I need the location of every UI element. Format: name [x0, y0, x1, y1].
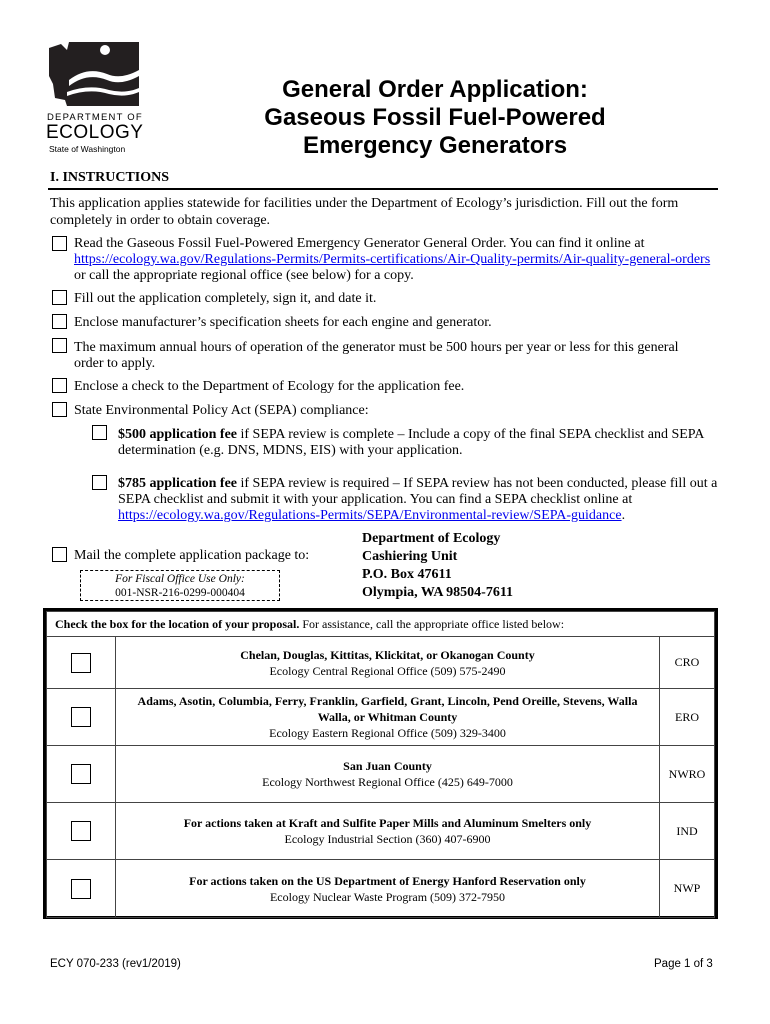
table-row: San Juan County Ecology Northwest Regional Office (425) 649-7000 NWRO	[47, 746, 715, 803]
fiscal-office-box	[80, 570, 280, 601]
checkbox-location-ero[interactable]	[71, 707, 91, 727]
office-code: ERO	[660, 689, 715, 746]
location-table	[43, 608, 718, 919]
title-line-2: Gaseous Fossil Fuel-Powered	[264, 104, 606, 131]
page-number: Page 1 of 3	[654, 958, 713, 970]
instructions-heading: I. INSTRUCTIONS	[50, 170, 170, 185]
office-code: NWP	[660, 860, 715, 918]
office-code: IND	[660, 803, 715, 860]
sepa-guidance-link[interactable]: https://ecology.wa.gov/Regulations-Permits/SEPA/Environmental-review/SEPA-guidance	[118, 508, 622, 523]
mailing-address	[362, 530, 513, 602]
checkbox-max-hours[interactable]	[52, 338, 67, 353]
checkbox-spec-sheets[interactable]	[52, 314, 67, 329]
table-row: Adams, Asotin, Columbia, Ferry, Franklin, Garfield, Grant, Lincoln, Pend Oreille, Stevens, Walla Walla, or Whitman County Ecology Eastern Regional Office (509) 329-3400 ERO	[47, 689, 715, 746]
address-line-3: P.O. Box 47611	[362, 567, 452, 582]
location-table-header: Check the box for the location of your proposal. For assistance, call the appropriate office listed below:	[47, 612, 715, 637]
fiscal-label: For Fiscal Office Use Only:	[115, 573, 245, 585]
checkbox-location-nwro[interactable]	[71, 764, 91, 784]
table-row: For actions taken at Kraft and Sulfite Paper Mills and Aluminum Smelters only Ecology Industrial Section (360) 407-6900 IND	[47, 803, 715, 860]
address-line-2: Cashiering Unit	[362, 549, 458, 564]
checkbox-sepa[interactable]	[52, 402, 67, 417]
office-code: CRO	[660, 637, 715, 689]
checkbox-read-order[interactable]	[52, 236, 67, 251]
item-mail-package: Mail the complete application package to:	[74, 548, 310, 563]
general-orders-link[interactable]: https://ecology.wa.gov/Regulations-Permits/Permits-certifications/Air-Quality-permits/Air-quality-general-orders	[74, 252, 711, 267]
item-fill-out: Fill out the application completely, sign it, and date it.	[74, 291, 377, 306]
logo-ecology-text: ECOLOGY	[46, 122, 144, 143]
item-check-fee: Enclose a check to the Department of Ecology for the application fee.	[74, 379, 465, 394]
table-row: Chelan, Douglas, Kittitas, Klickitat, or Okanogan County Ecology Central Regional Office (509) 575-2490 CRO	[47, 637, 715, 689]
checkbox-fee-500[interactable]	[92, 425, 107, 440]
item-read-order: Read the Gaseous Fossil Fuel-Powered Emergency Generator General Order. You can find it online at https://ecology.wa.gov/Regulations-Permits/Permits-certifications/Air-Quality-permits/Air-quality-general-orders or call the appropriate regional office (see below) for a copy.	[74, 236, 711, 283]
item-fee-785: $785 application fee if SEPA review is required – If SEPA review has not been conducted, please fill out a SEPA checklist and submit it with your application. You can find a SEPA checklist online at https://ecology.wa.gov/Regulations-Permits/SEPA/Environmental-review/SEPA-guidance.	[118, 476, 718, 523]
page-title	[220, 76, 650, 160]
checkbox-location-cro[interactable]	[71, 653, 91, 673]
checkbox-check-fee[interactable]	[52, 378, 67, 393]
heading-divider	[48, 188, 718, 190]
title-line-3: Emergency Generators	[302, 132, 568, 159]
item-fee-500: $500 application fee if SEPA review is complete – Include a copy of the final SEPA checklist and SEPA determination (e.g. DNS, MDNS, EIS) with your application.	[118, 427, 704, 458]
washington-state-map-icon	[47, 40, 141, 108]
item-max-hours: The maximum annual hours of operation of the generator must be 500 hours per year or less for this general order to apply.	[74, 340, 679, 371]
checkbox-location-nwp[interactable]	[71, 879, 91, 899]
item-spec-sheets: Enclose manufacturer’s specification sheets for each engine and generator.	[74, 315, 492, 330]
ecology-logo	[43, 40, 143, 158]
table-row: For actions taken on the US Department of Energy Hanford Reservation only Ecology Nuclear Waste Program (509) 372-7950 NWP	[47, 860, 715, 918]
instructions-intro: This application applies statewide for facilities under the Department of Ecology’s jurisdiction. Fill out the form completely in order to obtain coverage.	[50, 196, 679, 228]
office-code: NWRO	[660, 746, 715, 803]
address-line-1: Department of Ecology	[362, 531, 501, 546]
checkbox-fill-out[interactable]	[52, 290, 67, 305]
item-sepa: State Environmental Policy Act (SEPA) compliance:	[74, 403, 369, 418]
checkbox-fee-785[interactable]	[92, 475, 107, 490]
logo-state-text: State of Washington	[49, 144, 126, 154]
checkbox-location-ind[interactable]	[71, 821, 91, 841]
checkbox-mail-package[interactable]	[52, 547, 67, 562]
title-line-1: General Order Application:	[282, 76, 588, 103]
form-id: ECY 070-233 (rev1/2019)	[50, 958, 181, 970]
fiscal-code: 001-NSR-216-0299-000404	[115, 587, 245, 599]
address-line-4: Olympia, WA 98504-7611	[362, 585, 514, 600]
logo-department-text: DEPARTMENT OF	[47, 112, 143, 123]
